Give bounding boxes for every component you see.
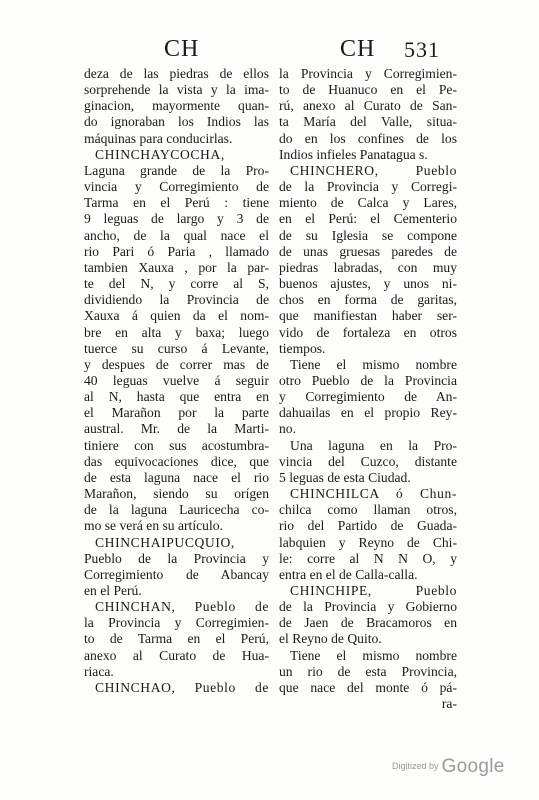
text-line: CHINCHIPE, Pueblo (290, 583, 457, 598)
text-line: to de Tarma en el Perú, (84, 631, 269, 647)
text-line: Tiene el mismo nombre (290, 647, 457, 663)
text-line: tambien Xauxa , por la par- (84, 259, 269, 275)
google-logo: Google (441, 756, 505, 777)
text-line: chos en forma de garitas, (279, 292, 457, 308)
text-line: en el Perú. (84, 583, 142, 598)
text-line: deza de las piedras de ellos (84, 66, 269, 81)
text-line: buenos ajustes, y unos ni- (279, 276, 457, 292)
text-line: dahuailas en el propio Rey- (279, 405, 457, 421)
text-line: rio Pari ó Paria , llamado (84, 243, 269, 259)
text-line: CHINCHAN, Pueblo de (95, 599, 269, 615)
text-line: CHINCHILCA ó Chun- (290, 486, 457, 502)
text-line: CHINCHAYCOCHA, (95, 146, 225, 162)
text-line: to de Huanuco en el Pe- (279, 82, 457, 98)
text-line: vido de fortaleza en otros (279, 324, 457, 340)
header-right-title: CH (340, 36, 376, 62)
text-line: mo se verá en su artículo. (84, 518, 223, 534)
text-line: y Corregimiento de An- (279, 389, 457, 405)
text-line: de su Iglesia se compone (279, 227, 457, 243)
text-line: que nace del monte ó pá- (279, 679, 457, 695)
text-line: 5 leguas de esta Ciudad. (279, 469, 411, 485)
text-line: Tiene el mismo nombre (290, 356, 457, 372)
text-line: labquien y Reyno de Chi- (279, 534, 457, 550)
text-line: de la laguna Lauricecha co- (84, 502, 269, 518)
text-line: máquinas para conducirlas. (84, 130, 233, 146)
text-line: la Provincia y Corregimien- (84, 615, 269, 631)
text-line: el Reyno de Quito. (279, 631, 382, 647)
text-line: un rio de esta Provincia, (279, 663, 457, 679)
text-line: ginacion, mayormente quan- (84, 98, 269, 114)
text-line: en el Perú: el Cementerio (279, 211, 457, 227)
text-line: otro Pueblo de la Provincia (279, 372, 457, 388)
text-line: CHINCHAO, Pueblo de (95, 679, 269, 695)
text-line: riaca. (84, 663, 114, 679)
text-line: 9 leguas de largo y 3 de (84, 211, 269, 227)
text-line: bre en alta y baxa; luego (84, 324, 269, 340)
text-line: austral. Mr. de la Marti- (84, 421, 269, 437)
text-line: sorprehende la vista y la ima- (84, 82, 269, 98)
text-line: CHINCHAIPUCQUIO, (95, 534, 235, 550)
header-left-title: CH (164, 36, 200, 62)
text-line: Marañon, siendo su orígen (84, 486, 269, 502)
text-line: ta María del Valle, situa- (279, 114, 457, 130)
text-line: piedras labradas, con muy (279, 259, 457, 275)
text-line: y despues de correr mas de (84, 356, 269, 372)
text-line: de Jaen de Bracamoros en (279, 615, 457, 631)
text-line: dividiendo la Provincia de (84, 292, 269, 308)
text-line: ra- (441, 696, 457, 712)
text-line: do en los confines de los (279, 130, 457, 146)
text-line: que manifiestan haber ser- (279, 308, 457, 324)
text-line: no. (279, 421, 296, 437)
text-line: de la Provincia y Corregi- (279, 179, 457, 195)
text-line: rio del Partido de Guada- (279, 518, 457, 534)
text-line: Xauxa á quien da el nom- (84, 308, 269, 324)
text-line: Una laguna en la Pro- (290, 437, 457, 453)
text-line: das equivocaciones dice, que (84, 453, 269, 469)
watermark-prefix: Digitized by (392, 761, 439, 771)
text-line: el Marañon por la parte (84, 405, 269, 421)
text-line: ancho, de la qual nace el (84, 227, 269, 243)
text-line: rú, anexo al Curato de San- (279, 98, 457, 114)
right-text-column (279, 66, 457, 712)
text-line: 40 leguas vuelve á seguir (84, 372, 269, 388)
text-line: vincia del Cuzco, distante (279, 453, 457, 469)
text-line: CHINCHERO, Pueblo (290, 162, 457, 178)
text-line: al N, hasta que entra en (84, 389, 269, 405)
text-line: do ignoraban los Indios las (84, 114, 269, 130)
text-line: de esta laguna nace el rio (84, 469, 269, 485)
left-text-column (84, 66, 269, 696)
text-line: de la Provincia y Gobierno (279, 599, 457, 615)
text-line: anexo al Curato de Hua- (84, 647, 269, 663)
text-line: de unas gruesas paredes de (279, 243, 457, 259)
digitization-watermark (392, 756, 505, 778)
text-line: Corregimiento de Abancay (84, 566, 269, 582)
text-line: le: corre al N N O, y (279, 550, 457, 566)
text-line: Indios infieles Panatagua s. (279, 146, 428, 162)
text-line: Tarma en el Perú : tiene (84, 195, 269, 211)
text-line: miento de Calca y Lares, (279, 195, 457, 211)
text-line: vincia y Corregimiento de (84, 179, 269, 195)
running-header (0, 36, 539, 70)
text-line: tiniere con sus acostumbra- (84, 437, 269, 453)
text-line: Pueblo de la Provincia y (84, 550, 269, 566)
text-line: la Provincia y Corregimien- (279, 66, 457, 81)
text-line: tiempos. (279, 340, 326, 356)
text-line: Laguna grande de la Pro- (84, 162, 269, 178)
text-line: entra en el de Calla-calla. (279, 566, 418, 582)
text-line: te del N, y corre al S, (84, 276, 269, 292)
text-line: tuerce su curso á Levante, (84, 340, 269, 356)
text-line: chilca como llaman otros, (279, 502, 457, 518)
page-number: 531 (404, 37, 440, 62)
